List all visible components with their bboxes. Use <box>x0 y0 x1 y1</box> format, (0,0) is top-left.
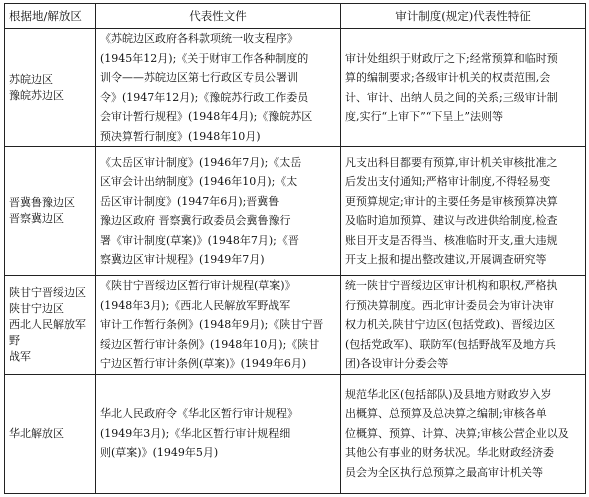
region-line: 豫皖苏边区 <box>9 88 64 102</box>
features-line: 位概算、预算、计算、决算;审核公营企业以及 <box>345 426 569 440</box>
features-line: 开支上报和提出整改建议,开展调查研究等 <box>345 253 547 266</box>
documents-line: 《陕甘宁晋绥边区暂行审计规程(草案)》 <box>100 279 296 292</box>
features-line: 及临时追加预算、建议与改进供给制度,检查 <box>345 214 558 227</box>
documents-line: 会审计暂行规程》(1948年4月);《豫皖苏区 <box>100 110 313 123</box>
documents-line: 《苏皖边区政府各科款项统一收支程序》 <box>100 32 298 45</box>
region-line: 晋察冀边区 <box>9 212 64 225</box>
table-row <box>5 374 586 493</box>
region-cell <box>5 147 96 276</box>
documents-line: 宁边区暂行审计条例(草案)》(1949年6月) <box>100 357 307 370</box>
features-line: 后发出支付通知;严格审计制度,不得轻易变 <box>345 175 551 188</box>
region-cell <box>5 29 96 147</box>
features-line: (包括党政军)、联防军(包括野战军及地方兵 <box>345 337 556 351</box>
documents-line: 署《审计制度(草案)》(1948年7月);《晋 <box>100 233 299 247</box>
documents-cell <box>96 29 341 147</box>
documents-line: 则(草案)》(1949年5月) <box>100 446 219 460</box>
documents-line: 绥边区暂行审计条例》(1948年10月);《陕甘 <box>100 337 320 351</box>
header-documents: 代表性文件 <box>96 4 341 29</box>
documents-line: 察冀边区审计规程》(1949年7月) <box>100 253 265 266</box>
policy-table <box>4 3 586 494</box>
table-row <box>5 276 586 375</box>
features-cell <box>341 374 586 493</box>
documents-line: 训令——苏皖边区第七行政区专员公署训 <box>100 71 298 84</box>
region-line: 华北解放区 <box>9 426 64 440</box>
region-cell <box>5 374 96 493</box>
documents-cell <box>96 147 341 276</box>
features-line: 团)各设审计分委会等 <box>345 357 449 370</box>
features-line: 其他公有事业的财务状况。华北财政经济委 <box>345 446 554 460</box>
documents-line: (1948年3月);《西北人民解放军野战军 <box>100 298 291 312</box>
features-line: 出概算、总预算及总决算之编制;审核各单 <box>345 407 547 421</box>
documents-line: 区审会计出纳制度》(1946年10月);《太 <box>100 175 298 188</box>
region-line: 晋冀鲁豫边区 <box>9 196 75 209</box>
documents-line: (1949年3月);《华北区暂行审计规程细 <box>100 426 291 440</box>
region-line: 战军 <box>9 349 31 363</box>
documents-line: 豫边区政府 晋察冀行政委员会冀鲁豫行 <box>100 214 291 227</box>
features-line: 更预算规定;审计的主要任务是审核预算决算 <box>345 194 558 208</box>
features-cell <box>341 147 586 276</box>
region-line: 陕甘宁晋绥边区 <box>9 285 86 299</box>
table-row <box>5 29 586 147</box>
header-features: 审计制度(规定)代表性特征 <box>341 4 586 29</box>
documents-line: 审计工作暂行条例》(1948年9月);《陕甘宁晋 <box>100 318 324 331</box>
features-line: 账目开支是否得当、核准临时开支,重大违规 <box>345 233 558 247</box>
features-line: 审计处组织于财政厅之下;经常预算和临时预 <box>345 51 558 65</box>
features-line: 权力机关,陕甘宁边区(包括党政)、晋绥边区 <box>345 318 556 331</box>
table-header-row <box>5 4 586 29</box>
documents-line: (1945年12月);《关于财审工作各种制度的 <box>100 51 309 65</box>
documents-line: 令》(1947年12月);《豫皖苏行政工作委员 <box>100 90 309 104</box>
region-line: 陕甘宁边区 <box>9 301 64 315</box>
features-cell <box>341 276 586 375</box>
features-line: 度,实行“上审下”“下呈上”法则等 <box>345 110 503 123</box>
region-cell <box>5 276 96 375</box>
features-line: 规范华北区(包括部队)及县地方财政岁入岁 <box>345 387 552 401</box>
features-line: 统一陕甘宁晋绥边区审计机构和职权,严格执 <box>345 279 558 292</box>
features-line: 凡支出科目都要有预算,审计机关审核批准之 <box>345 155 558 169</box>
documents-line: 岳区审计制度》(1947年6月);晋冀鲁 <box>100 194 280 208</box>
features-line: 员会为全区执行总预算之最高审计机关等 <box>345 465 543 479</box>
header-region: 根据地/解放区 <box>5 4 96 29</box>
region-line: 苏皖边区 <box>9 72 53 86</box>
documents-line: 预决算暂行制度》(1948年10月) <box>100 129 261 143</box>
features-line: 计、审计、出纳人员之间的关系;三级审计制 <box>345 90 558 104</box>
documents-line: 《太岳区审计制度》(1946年7月);《太岳 <box>100 155 302 169</box>
features-cell <box>341 29 586 147</box>
documents-line: 华北人民政府令《华北区暂行审计规程》 <box>100 407 298 421</box>
region-line: 西北人民解放军野 <box>9 317 86 347</box>
table-row <box>5 147 586 276</box>
documents-cell <box>96 276 341 375</box>
documents-cell <box>96 374 341 493</box>
features-line: 行预决算制度。西北审计委员会为审计决审 <box>345 298 554 312</box>
features-line: 算的编制要求;各级审计机关的权责范围,会 <box>345 71 551 84</box>
